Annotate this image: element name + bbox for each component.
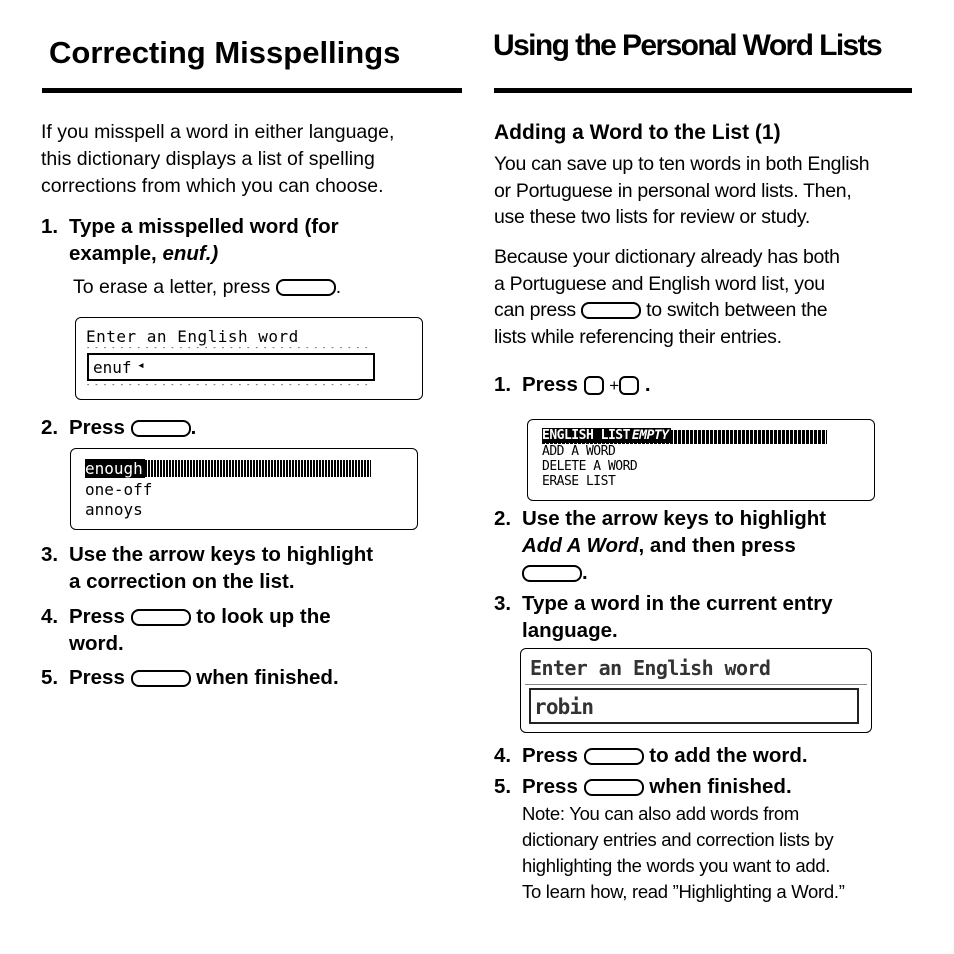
lcd-list-item-selected: enough xyxy=(85,459,143,478)
note-line: dictionary entries and correction lists by xyxy=(522,829,834,850)
step-text: Use the arrow keys to highlight xyxy=(69,543,374,566)
paragraph-line: You can save up to ten words in both English xyxy=(494,153,870,175)
lcd-dotted-line: - - - - - - - - - - - - - - - - - - - - - - - - - - - - - - - - - - xyxy=(86,344,369,352)
lcd-menu-item: ADD A WORD xyxy=(542,444,616,459)
step-text: Use the arrow keys to highlight xyxy=(522,507,827,530)
step-number: 1. xyxy=(41,215,59,238)
lcd-screen-list-menu xyxy=(527,419,875,501)
erase-instruction xyxy=(73,274,341,301)
step-text: word. xyxy=(69,632,124,655)
lcd-entry-value: robin xyxy=(534,695,594,719)
example-word: enuf.) xyxy=(162,242,219,265)
menu-option-name: Add A Word xyxy=(522,534,639,557)
lcd-header-status: EMPTY xyxy=(631,428,669,443)
right-step-4 xyxy=(494,742,914,769)
step-text: language. xyxy=(522,619,618,642)
plus-sign: + xyxy=(609,376,620,395)
lcd-entry-field xyxy=(87,353,375,381)
step-number: 3. xyxy=(494,592,512,615)
erase-text: To erase a letter, press xyxy=(73,276,271,298)
step-number: 1. xyxy=(494,373,512,396)
step-text: example, xyxy=(69,242,163,265)
left-step-1 xyxy=(41,213,461,267)
lcd-entry-field xyxy=(529,688,859,724)
clear-key-icon xyxy=(584,779,644,796)
clear-key-icon xyxy=(131,670,191,687)
lcd-screen-add-word xyxy=(520,648,872,733)
step-text: Type a word in the current entry xyxy=(522,592,833,615)
lcd-list-header xyxy=(542,428,671,443)
paragraph-line: Because your dictionary already has both xyxy=(494,246,840,268)
lcd-menu-item: ERASE LIST xyxy=(542,474,616,489)
enter-key-icon xyxy=(584,748,644,765)
language-key-icon xyxy=(581,302,641,319)
step-text: Type a misspelled word (for xyxy=(69,215,339,238)
enter-key-icon xyxy=(131,420,191,437)
right-step-2 xyxy=(494,505,924,586)
step-text: , and then press xyxy=(638,534,796,557)
lcd-menu-item: DELETE A WORD xyxy=(542,459,638,474)
step-number: 2. xyxy=(41,416,59,439)
step-text: Press xyxy=(522,373,578,396)
left-step-4 xyxy=(41,603,461,657)
paragraph-line: a Portuguese and English word list, you xyxy=(494,272,825,295)
step-number: 3. xyxy=(41,543,59,566)
lcd-list-item: annoys xyxy=(85,500,143,519)
lcd-screen-entry xyxy=(75,317,423,400)
step-text: Press xyxy=(69,666,125,689)
paragraph-1 xyxy=(494,151,924,231)
intro-line: this dictionary displays a list of spelling xyxy=(41,148,375,170)
back-key-icon xyxy=(276,279,336,296)
intro-line: If you misspell a word in either language, xyxy=(41,121,395,143)
paragraph-2 xyxy=(494,244,924,350)
left-step-5 xyxy=(41,664,461,691)
lcd-prompt: Enter an English word xyxy=(530,656,771,680)
paragraph-text: can press xyxy=(494,299,576,321)
step-number: 5. xyxy=(494,775,512,798)
left-intro xyxy=(41,119,461,200)
note-paragraph xyxy=(522,801,942,905)
left-page-title: Correcting Misspellings xyxy=(49,35,401,70)
step-text: when finished. xyxy=(649,775,792,798)
punctuation: . xyxy=(335,276,342,298)
step-text-line2 xyxy=(69,240,461,267)
step-text: Press xyxy=(522,775,578,798)
step-text: Press xyxy=(522,744,578,767)
lcd-divider xyxy=(525,684,867,685)
lcd-dotted-line: - - - - - - - - - - - - - - - - - - - - - - - - - - - - - - - - - - xyxy=(86,381,369,389)
right-title-rule xyxy=(494,88,912,93)
note-line: highlighting the words you want to add. xyxy=(522,855,831,876)
right-step-5 xyxy=(494,773,914,800)
right-page-title: Using the Personal Word Lists xyxy=(493,29,882,62)
lcd-screen-corrections xyxy=(70,448,418,530)
step-text: a correction on the list. xyxy=(69,570,295,593)
step-text: to add the word. xyxy=(649,744,808,767)
right-step-3 xyxy=(494,590,924,644)
paragraph-line: or Portuguese in personal word lists. Then, xyxy=(494,179,852,202)
step-text: to look up the xyxy=(196,605,331,628)
lcd-list-item: one-off xyxy=(85,480,153,499)
step-number: 4. xyxy=(41,605,59,628)
step-number: 2. xyxy=(494,507,512,530)
note-line: Note: You can also add words from xyxy=(522,803,800,824)
intro-line: corrections from which you can choose. xyxy=(41,175,384,197)
right-step-1 xyxy=(494,371,914,399)
step-text: when finished. xyxy=(196,666,339,689)
lcd-prompt: Enter an English word xyxy=(86,327,299,346)
enter-key-icon xyxy=(522,565,582,582)
note-line: To learn how, read ”Highlighting a Word.” xyxy=(522,881,845,902)
enter-key-icon xyxy=(131,609,191,626)
cursor-icon: ◂ xyxy=(137,358,145,373)
subsection-heading: Adding a Word to the List (1) xyxy=(494,121,781,144)
list-key-icon xyxy=(619,376,639,395)
shift-key-icon xyxy=(584,376,604,395)
paragraph-line: lists while referencing their entries. xyxy=(494,325,782,348)
lcd-header-label: ENGLISH LIST xyxy=(542,428,630,443)
step-number: 5. xyxy=(41,666,59,689)
paragraph-text: to switch between the xyxy=(646,299,828,321)
step-number: 4. xyxy=(494,744,512,767)
paragraph-line xyxy=(494,297,924,324)
lcd-entry-value: enuf xyxy=(93,358,132,377)
punctuation: . xyxy=(582,561,588,584)
step-text: Press xyxy=(69,416,125,439)
left-step-3 xyxy=(41,541,471,595)
punctuation: . xyxy=(644,373,651,396)
step-text: Press xyxy=(69,605,125,628)
punctuation: . xyxy=(190,416,197,439)
paragraph-line: use these two lists for review or study. xyxy=(494,206,811,228)
left-title-rule xyxy=(42,88,462,93)
left-step-2 xyxy=(41,414,461,441)
